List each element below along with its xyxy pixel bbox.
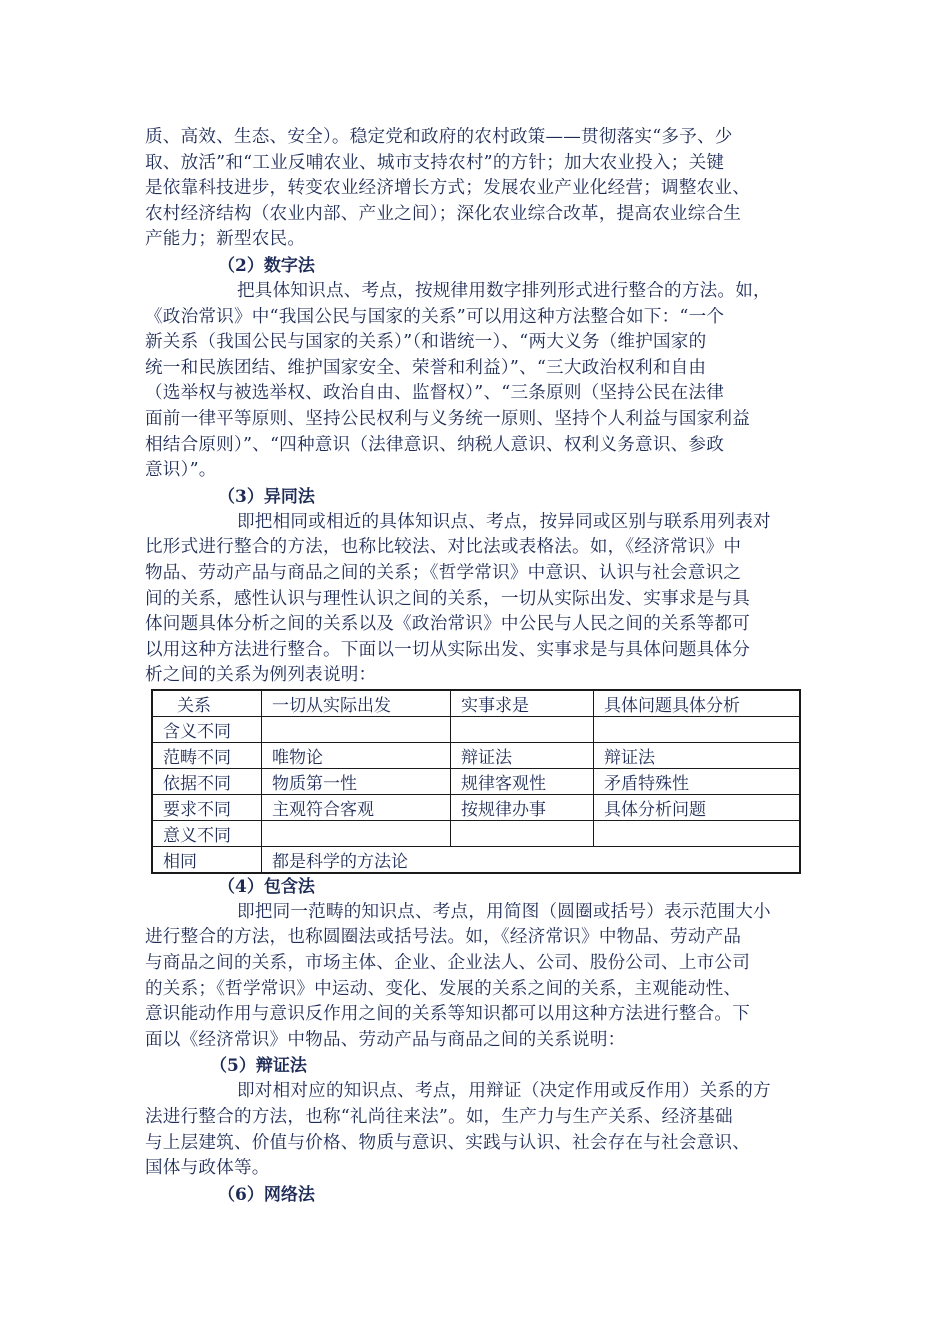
text-line: 面前一律平等原则、坚持公民权利与义务统一原则、坚持个人利益与国家利益 bbox=[145, 408, 750, 429]
table-cell: 按规律办事 bbox=[451, 794, 594, 820]
table-cell: 范畴不同 bbox=[152, 742, 262, 768]
table-cell: 含义不同 bbox=[152, 716, 262, 742]
text-line: 农村经济结构（农业内部、产业之间）；深化农业综合改革，提高农业综合生 bbox=[145, 203, 742, 224]
text-line: 面以《经济常识》中物品、劳动产品与商品之间的关系说明： bbox=[145, 1029, 626, 1050]
text-line: 的关系；《哲学常识》中运动、变化、发展的关系之间的关系，主观能动性、 bbox=[145, 978, 742, 999]
text-line: 是依靠科技进步，转变农业经济增长方式；发展农业产业化经营；调整农业、 bbox=[145, 178, 750, 199]
table-cell bbox=[594, 820, 801, 846]
table-cell: 具体分析问题 bbox=[594, 794, 801, 820]
text-line: 与商品之间的关系，市场主体、企业、企业法人、公司、股份公司、上市公司 bbox=[145, 953, 750, 974]
text-line: 《政治常识》中“我国公民与国家的关系”可以用这种方法整合如下：“一个 bbox=[145, 306, 725, 327]
text-line: 意识能动作用与意识反作用之间的关系等知识都可以用这种方法进行整合。下 bbox=[145, 1004, 750, 1025]
table-cell: 依据不同 bbox=[152, 768, 262, 794]
section-5-paragraph bbox=[145, 1079, 805, 1181]
table-row bbox=[152, 768, 800, 794]
text-line: 进行整合的方法，也称圆圈法或括号法。如，《经济常识》中物品、劳动产品 bbox=[145, 927, 742, 948]
table-cell bbox=[594, 716, 801, 742]
text-line: 相结合原则）”、“四种意识（法律意识、纳税人意识、权利义务意识、参政 bbox=[145, 434, 724, 455]
table-cell: 都是科学的方法论 bbox=[262, 846, 801, 873]
table-cell: 矛盾特殊性 bbox=[594, 768, 801, 794]
text-line: 物品、劳动产品与商品之间的关系；《哲学常识》中意识、认识与社会意识之 bbox=[145, 562, 742, 583]
table-cell bbox=[262, 716, 451, 742]
table-row bbox=[152, 716, 800, 742]
section-2-heading: （2）数字法 bbox=[218, 255, 315, 276]
table-cell: 唯物论 bbox=[262, 742, 451, 768]
text-line: 间的关系，感性认识与理性认识之间的关系，一切从实际出发、实事求是与具 bbox=[145, 588, 750, 609]
document-page bbox=[145, 125, 805, 1208]
text-line: 析之间的关系为例列表说明： bbox=[145, 665, 377, 686]
table-cell: 辩证法 bbox=[451, 742, 594, 768]
table-cell bbox=[262, 820, 451, 846]
section-3-paragraph bbox=[145, 510, 805, 689]
section-2-paragraph bbox=[145, 279, 805, 484]
table-row bbox=[152, 794, 800, 820]
text-line: 即把同一范畴的知识点、考点，用简图（圆圈或括号）表示范围大小 bbox=[237, 901, 771, 922]
text-line: （选举权与被选举权、政治自由、监督权）”、“三条原则（坚持公民在法律 bbox=[145, 383, 724, 404]
section-4-heading: （4）包含法 bbox=[218, 876, 315, 897]
text-line: 新关系（我国公民与国家的关系）”（和谐统一）、“两大义务（维护国家的 bbox=[145, 332, 707, 353]
text-line: 法进行整合的方法，也称“礼尚往来法”。如，生产力与生产关系、经济基础 bbox=[145, 1107, 733, 1128]
table-cell: 要求不同 bbox=[152, 794, 262, 820]
table-cell bbox=[451, 716, 594, 742]
table-cell: 意义不同 bbox=[152, 820, 262, 846]
table-row bbox=[152, 742, 800, 768]
table-header-cell: 关系 bbox=[152, 690, 262, 717]
table-cell: 规律客观性 bbox=[451, 768, 594, 794]
section-5-heading: （5）辩证法 bbox=[210, 1056, 307, 1077]
text-line: 国体与政体等。 bbox=[145, 1158, 270, 1179]
section-6-heading: （6）网络法 bbox=[218, 1184, 315, 1205]
table-header-cell: 实事求是 bbox=[451, 690, 594, 717]
table-header-row bbox=[152, 690, 800, 717]
intro-paragraph bbox=[145, 125, 805, 253]
text-line: 统一和民族团结、维护国家安全、荣誉和利益）”、“三大政治权利和自由 bbox=[145, 357, 707, 378]
table-row bbox=[152, 820, 800, 846]
text-line: 即对相对应的知识点、考点，用辩证（决定作用或反作用）关系的方 bbox=[237, 1081, 771, 1102]
text-line: 即把相同或相近的具体知识点、考点，按异同或区别与联系用列表对 bbox=[237, 511, 771, 532]
section-3-heading: （3）异同法 bbox=[218, 486, 315, 507]
text-line: 取、放活”和“工业反哺农业、城市支持农村”的方针；加大农业投入；关键 bbox=[145, 152, 725, 173]
table-header-cell: 一切从实际出发 bbox=[262, 690, 451, 717]
table-header-cell: 具体问题具体分析 bbox=[594, 690, 801, 717]
text-line: 质、高效、生态、安全）。稳定党和政府的农村政策——贯彻落实“多予、少 bbox=[145, 127, 733, 147]
table-cell: 辩证法 bbox=[594, 742, 801, 768]
text-line: 比形式进行整合的方法，也称比较法、对比法或表格法。如，《经济常识》中 bbox=[145, 537, 742, 558]
comparison-table bbox=[151, 689, 801, 874]
text-line: 产能力；新型农民。 bbox=[145, 229, 306, 250]
table-cell: 相同 bbox=[152, 846, 262, 873]
text-line: 体问题具体分析之间的关系以及《政治常识》中公民与人民之间的关系等都可 bbox=[145, 614, 750, 635]
text-line: 与上层建筑、价值与价格、物质与意识、实践与认识、社会存在与社会意识、 bbox=[145, 1132, 750, 1153]
table-cell bbox=[451, 820, 594, 846]
table-cell: 主观符合客观 bbox=[262, 794, 451, 820]
section-4-paragraph bbox=[145, 900, 805, 1054]
table-row bbox=[152, 846, 800, 873]
text-line: 意识）”。 bbox=[145, 460, 217, 481]
text-line: 以用这种方法进行整合。下面以一切从实际出发、实事求是与具体问题具体分 bbox=[145, 639, 750, 660]
text-line: 把具体知识点、考点，按规律用数字排列形式进行整合的方法。如， bbox=[237, 280, 771, 301]
table-cell: 物质第一性 bbox=[262, 768, 451, 794]
